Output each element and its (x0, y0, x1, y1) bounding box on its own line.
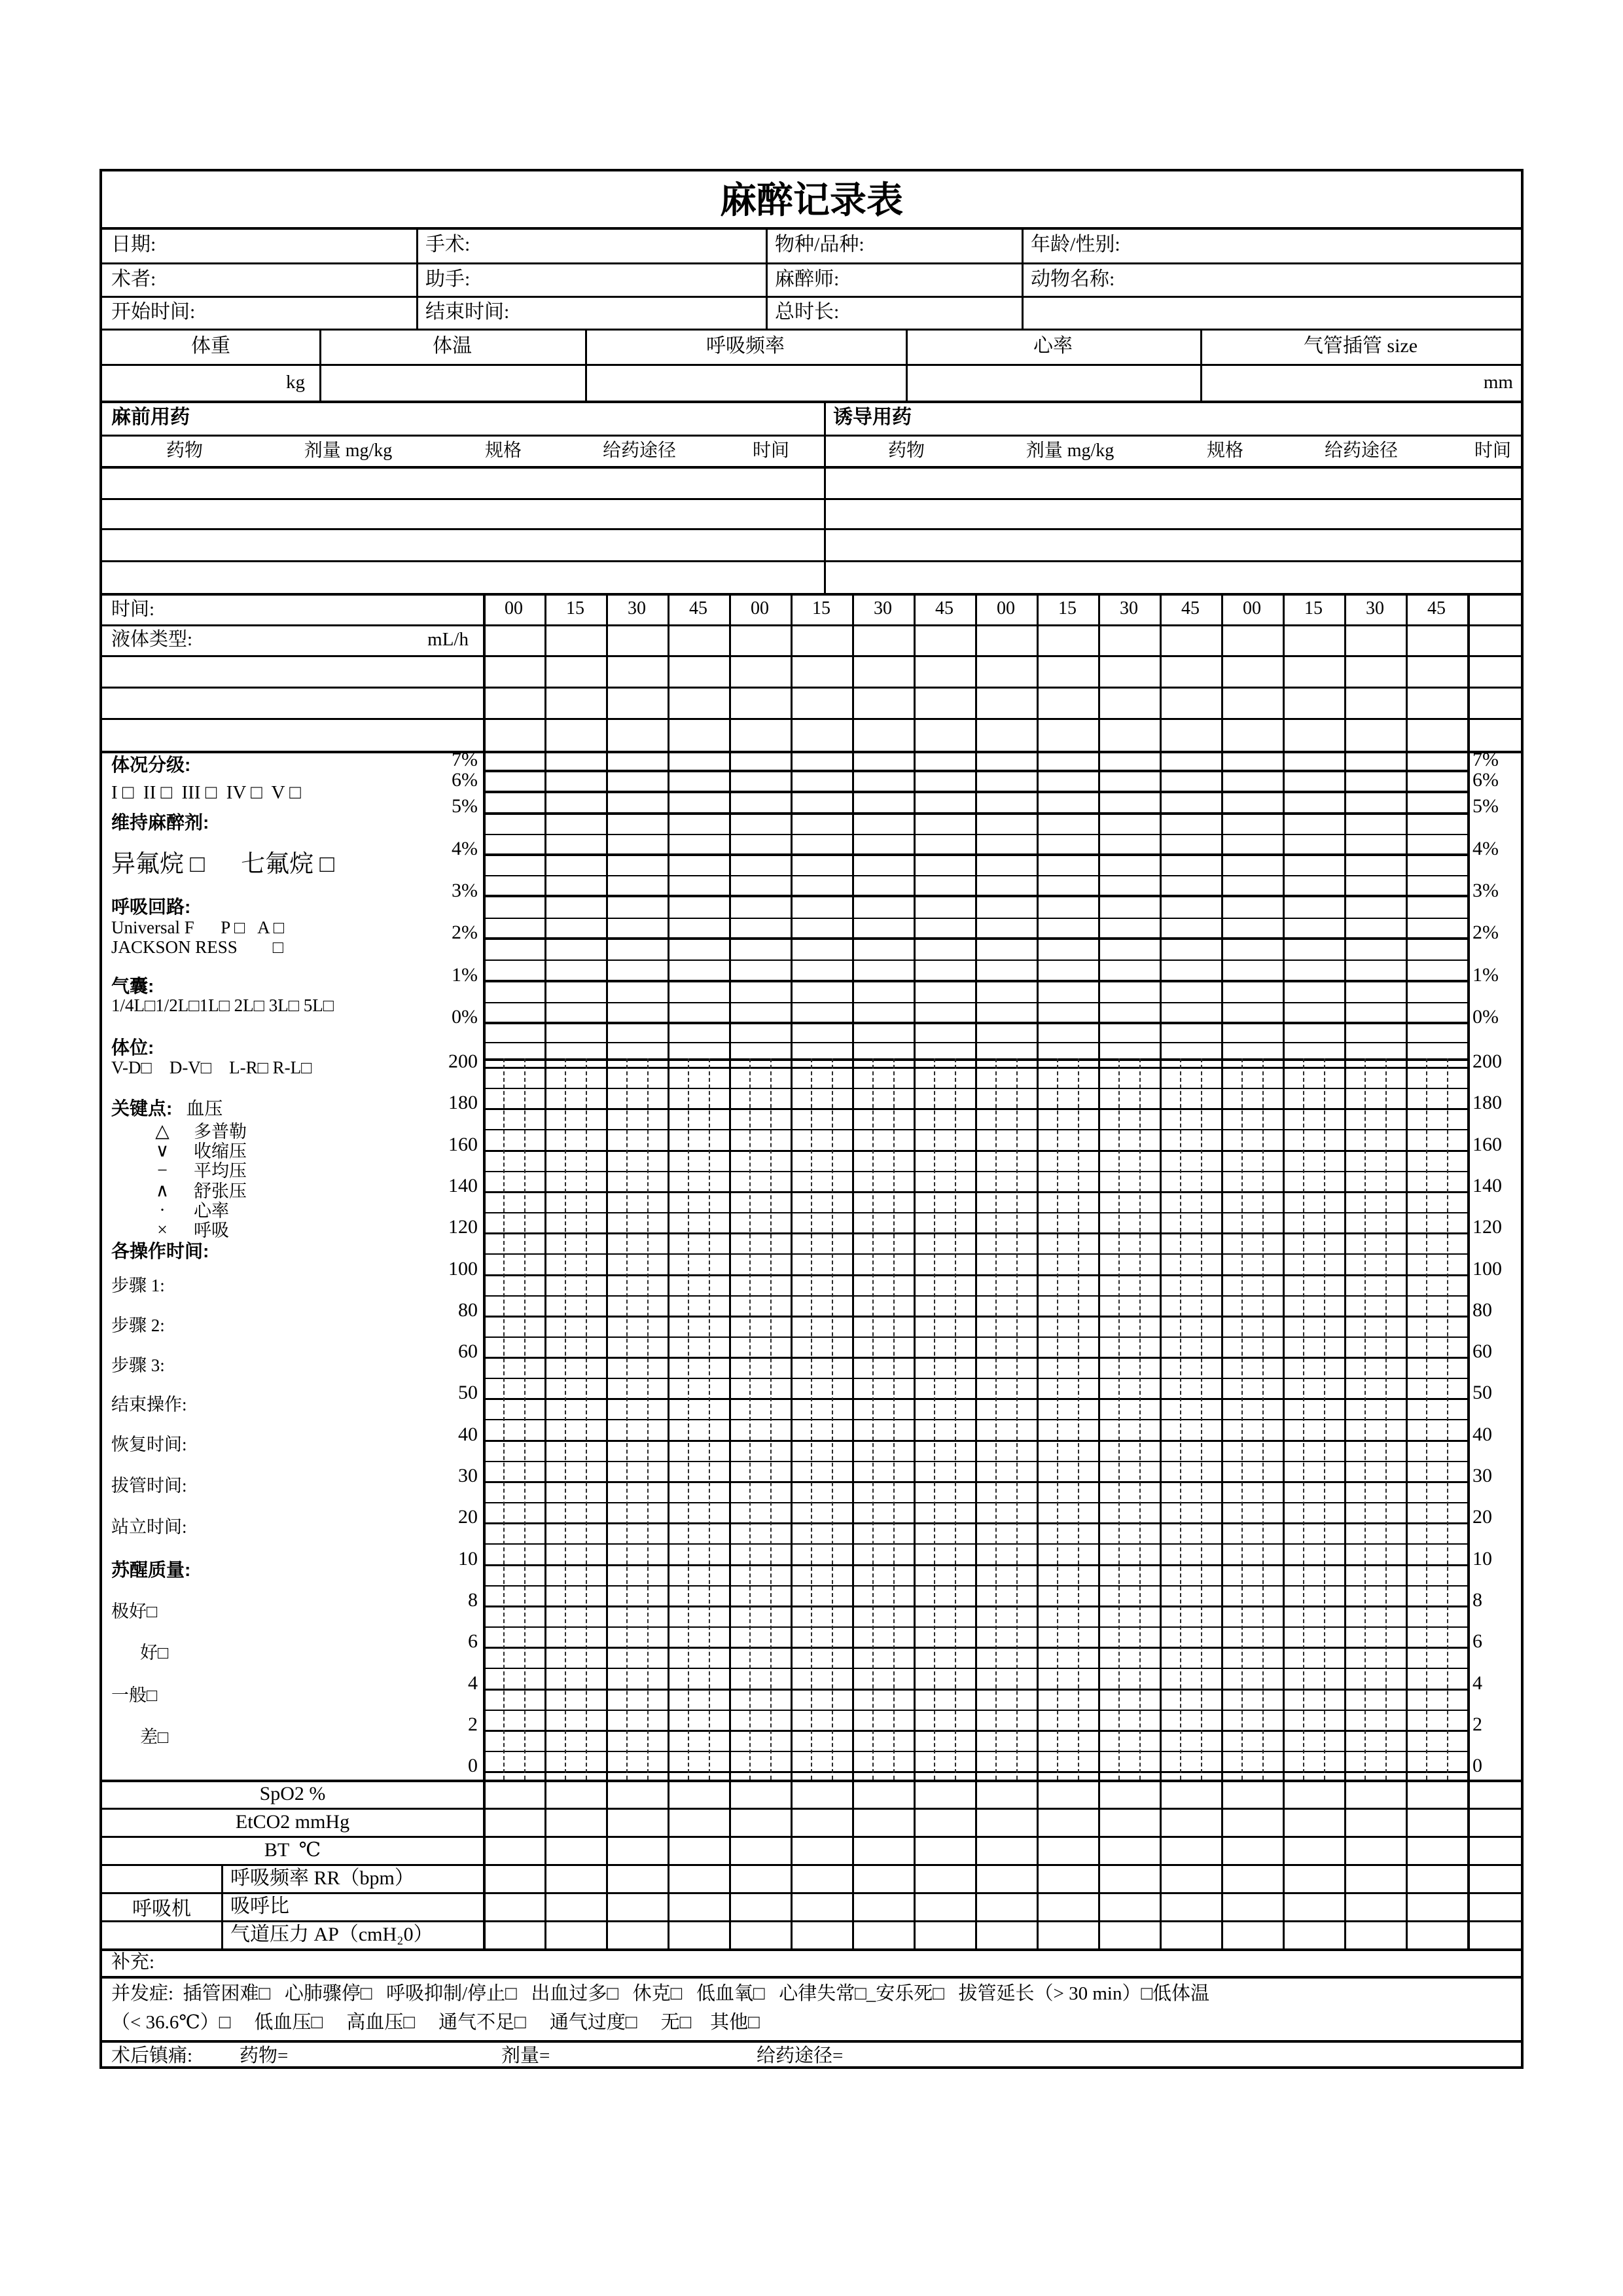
grid-vline-dashed (1118, 1058, 1120, 1780)
scale-percent-left: 6% (452, 769, 478, 791)
grid-vline-dashed (1385, 1058, 1387, 1780)
scale-percent-left: 7% (452, 749, 478, 770)
sidebar-item-6: JACKSON RESS □ (111, 937, 284, 957)
label-time-axis: 时间: (111, 599, 155, 620)
analgesia-dose: 剂量= (501, 2045, 550, 2066)
grid-vline-dashed (1364, 1058, 1366, 1780)
sidebar-item-21: 步骤 3: (111, 1355, 165, 1375)
time-tick-cell: 15 (1304, 598, 1323, 619)
grid-vline (1467, 593, 1470, 1948)
scale-vitals-left: 4 (468, 1672, 478, 1694)
col-et-tube: 气管插管 size (1303, 335, 1418, 357)
scale-vitals-left: 80 (458, 1299, 478, 1321)
grid-vline-dashed (1057, 1058, 1058, 1780)
grid-vline-dashed (565, 1058, 566, 1780)
cell-vline (824, 401, 826, 593)
scale-percent-right: 7% (1472, 749, 1499, 770)
grid-vline (1221, 593, 1223, 1948)
scale-vitals-left: 180 (448, 1092, 478, 1113)
scale-vitals-left: 120 (448, 1216, 478, 1238)
scale-percent-left: 5% (452, 795, 478, 817)
scale-vitals-right: 200 (1472, 1050, 1502, 1072)
label-date: 日期: (111, 234, 156, 255)
sidebar-item-8: 1/4L□1/2L□1L□ 2L□ 3L□ 5L□ (111, 996, 334, 1015)
sidebar-item-23: 恢复时间: (111, 1435, 187, 1454)
grid-vline (544, 593, 546, 1948)
scale-percent-left: 4% (452, 838, 478, 859)
grid-hline (102, 1808, 1521, 1810)
scale-vitals-right: 2 (1472, 1713, 1482, 1735)
grid-vline-dashed (1016, 1058, 1018, 1780)
label-fluid-type: 液体类型: (111, 629, 193, 650)
grid-vline (483, 593, 486, 1948)
grid-vline-dashed (1201, 1058, 1202, 1780)
scale-percent-right: 6% (1472, 769, 1499, 791)
grid-vline-dashed (770, 1058, 772, 1780)
scale-vitals-right: 50 (1472, 1382, 1492, 1403)
scale-vitals-right: 180 (1472, 1092, 1502, 1113)
grid-vline-dashed (524, 1058, 526, 1780)
grid-hline (102, 2040, 1521, 2043)
grid-vline-dashed (503, 1058, 505, 1780)
label-surgery: 手术: (425, 234, 471, 255)
grid-vline (1160, 593, 1162, 1948)
row-label-vent-ap: 气道压力 AP（cmH₂0） (230, 1924, 433, 1945)
sidebar-item-keypoints: 关键点: 血压 (111, 1098, 223, 1119)
grid-vline-dashed (832, 1058, 833, 1780)
scale-percent-right: 0% (1472, 1006, 1499, 1028)
scale-percent-left: 3% (452, 880, 478, 901)
label-postop-analgesia: 术后镇痛: (111, 2045, 193, 2066)
cell-vline (221, 1864, 223, 1948)
legend-text-13: 收缩压 (194, 1141, 247, 1161)
time-tick-cell: 30 (1366, 598, 1384, 619)
grid-hline (102, 624, 1521, 626)
scale-vitals-left: 30 (458, 1465, 478, 1486)
grid-vline-dashed (934, 1058, 935, 1780)
grid-vline-dashed (1139, 1058, 1141, 1780)
scale-vitals-right: 20 (1472, 1506, 1492, 1528)
grid-vline (1344, 593, 1346, 1948)
scale-vitals-left: 100 (448, 1258, 478, 1280)
grid-vline (729, 593, 731, 1948)
time-tick-cell: 15 (566, 598, 584, 619)
legend-symbol-17: × (157, 1220, 168, 1240)
grid-vline (1098, 593, 1100, 1948)
label-surgeon: 术者: (111, 268, 156, 290)
induction-col-header: 剂量 mg/kg (1026, 440, 1115, 461)
grid-vline-dashed (1303, 1058, 1304, 1780)
grid-hline (102, 401, 1521, 403)
scale-vitals-right: 60 (1472, 1340, 1492, 1362)
scale-vitals-right: 10 (1472, 1548, 1492, 1570)
sidebar-item-4: 呼吸回路: (111, 897, 191, 917)
grid-vline-dashed (811, 1058, 812, 1780)
grid-hline (102, 751, 1521, 753)
grid-vline (852, 593, 854, 1948)
time-tick-cell: 15 (812, 598, 830, 619)
induction-col-header: 时间 (1474, 440, 1511, 461)
scale-percent-left: 1% (452, 964, 478, 986)
section-induction: 诱导用药 (833, 406, 912, 428)
grid-hline (102, 1780, 1521, 1782)
grid-vline-dashed (1324, 1058, 1325, 1780)
grid-vline-dashed (995, 1058, 997, 1780)
label-end-time: 结束时间: (425, 301, 510, 323)
time-tick-cell: 15 (1058, 598, 1077, 619)
sidebar-item-2: 维持麻醉剂: (111, 812, 209, 833)
sidebar-item-29: 一般□ (111, 1685, 158, 1705)
legend-text-14: 平均压 (194, 1161, 247, 1181)
grid-vline-dashed (647, 1058, 649, 1780)
scale-vitals-right: 40 (1472, 1424, 1492, 1445)
induction-col-header: 给药途径 (1324, 440, 1398, 461)
grid-hline (102, 1948, 1521, 1951)
scale-vitals-right: 160 (1472, 1134, 1502, 1155)
unit-mm: mm (1483, 372, 1513, 393)
time-tick-cell: 45 (689, 598, 707, 619)
grid-vline (914, 593, 916, 1948)
grid-hline (102, 364, 1521, 366)
sidebar-item-22: 结束操作: (111, 1395, 187, 1414)
grid-vline-dashed (749, 1058, 751, 1780)
scale-vitals-right: 6 (1472, 1630, 1482, 1652)
legend-symbol-12: △ (155, 1121, 169, 1141)
scale-percent-left: 0% (452, 1006, 478, 1028)
col-temp: 体温 (433, 335, 472, 357)
row-label-vent-ie: 吸呼比 (230, 1895, 289, 1917)
grid-hline (102, 528, 1521, 530)
row-label-ventilator: 呼吸机 (132, 1897, 191, 1920)
cell-vline (1022, 227, 1024, 329)
legend-symbol-13: ∨ (155, 1141, 169, 1161)
grid-hline (102, 466, 1521, 469)
label-species: 物种/品种: (775, 234, 865, 255)
grid-vline-dashed (1180, 1058, 1181, 1780)
complications-line2: （< 36.6℃）□ 低血压□ 高血压□ 通气不足□ 通气过度□ 无□ 其他□ (111, 2012, 760, 2033)
complications-line1: 并发症: 插管困难□ 心肺骤停□ 呼吸抑制/停止□ 出血过多□ 休克□ 低血氧□ 心律失常□_安乐死□ 拔管延长（> 30 min）□低体温 (111, 1983, 1209, 2004)
scale-percent-right: 4% (1472, 838, 1499, 859)
analgesia-route: 给药途径= (757, 2045, 844, 2066)
analgesia-drug: 药物= (240, 2045, 289, 2066)
label-animal-name: 动物名称: (1031, 268, 1115, 290)
scale-vitals-right: 140 (1472, 1175, 1502, 1196)
scale-vitals-right: 8 (1472, 1589, 1482, 1611)
grid-hline (102, 498, 1521, 500)
col-weight: 体重 (191, 335, 230, 357)
grid-hline (102, 687, 1521, 689)
grid-hline (102, 329, 1521, 331)
cell-vline (1200, 329, 1202, 401)
scale-vitals-left: 140 (448, 1175, 478, 1196)
grid-vline-dashed (1262, 1058, 1264, 1780)
grid-vline-dashed (1241, 1058, 1243, 1780)
time-tick-cell: 45 (1427, 598, 1446, 619)
grid-hline (102, 227, 1521, 230)
col-resp-rate: 呼吸频率 (706, 335, 785, 357)
scale-vitals-left: 8 (468, 1589, 478, 1611)
legend-symbol-15: ∧ (155, 1181, 169, 1201)
induction-col-header: 药物 (887, 440, 925, 461)
row-label-etco2: EtCO2 mmHg (235, 1811, 350, 1833)
grid-vline-dashed (688, 1058, 689, 1780)
scale-vitals-left: 200 (448, 1050, 478, 1072)
section-premed: 麻前用药 (111, 406, 190, 428)
cell-vline (319, 329, 321, 401)
premed-col-header: 药物 (166, 440, 203, 461)
sidebar-item-9: 体位: (111, 1037, 154, 1058)
sidebar-item-0: 体况分级: (111, 755, 191, 775)
grid-hline (102, 655, 1521, 657)
label-duration: 总时长: (775, 301, 840, 323)
time-tick-cell: 30 (1120, 598, 1138, 619)
premed-col-header: 给药途径 (602, 440, 676, 461)
time-tick-cell: 00 (1243, 598, 1261, 619)
sidebar-item-18: 各操作时间: (111, 1241, 209, 1261)
grid-hline (102, 1836, 1521, 1838)
scale-percent-right: 5% (1472, 795, 1499, 817)
grid-vline-dashed (586, 1058, 587, 1780)
scale-vitals-left: 50 (458, 1382, 478, 1403)
scale-vitals-left: 6 (468, 1630, 478, 1652)
premed-col-header: 剂量 mg/kg (304, 440, 393, 461)
grid-hline (102, 718, 1521, 720)
scale-percent-right: 3% (1472, 880, 1499, 901)
unit-kg: kg (286, 372, 305, 393)
cell-vline (906, 329, 908, 401)
scale-percent-left: 2% (452, 922, 478, 943)
grid-hline (102, 1864, 1521, 1866)
time-tick-cell: 00 (997, 598, 1015, 619)
cell-vline (416, 227, 418, 329)
legend-symbol-14: − (157, 1160, 168, 1181)
grid-vline-dashed (1078, 1058, 1079, 1780)
scale-percent-right: 1% (1472, 964, 1499, 986)
scale-vitals-left: 10 (458, 1548, 478, 1570)
label-fluid-unit: mL/h (427, 629, 469, 650)
premed-col-header: 时间 (752, 440, 789, 461)
sidebar-item-1: I □ II □ III □ IV □ V □ (111, 782, 301, 803)
grid-vline (1283, 593, 1285, 1948)
grid-hline (102, 1976, 1521, 1979)
label-assistant: 助手: (425, 268, 471, 290)
scale-vitals-right: 30 (1472, 1465, 1492, 1486)
col-heart-rate: 心率 (1033, 335, 1073, 357)
grid-hline (102, 1920, 1521, 1922)
scale-vitals-right: 120 (1472, 1216, 1502, 1238)
row-label-vent-rr: 呼吸频率 RR（bpm） (230, 1867, 414, 1889)
grid-hline (102, 560, 1521, 562)
grid-hline (102, 296, 1521, 298)
label-supplement: 补充: (111, 1952, 155, 1973)
grid-vline-dashed (1447, 1058, 1448, 1780)
grid-vline-dashed (872, 1058, 874, 1780)
scale-vitals-right: 0 (1472, 1755, 1482, 1776)
label-anesthetist: 麻醉师: (775, 268, 840, 290)
grid-vline-dashed (1426, 1058, 1427, 1780)
sidebar-item-19: 步骤 1: (111, 1276, 165, 1295)
premed-col-header: 规格 (484, 440, 522, 461)
grid-vline-dashed (626, 1058, 628, 1780)
time-tick-cell: 45 (935, 598, 954, 619)
scale-vitals-left: 2 (468, 1713, 478, 1735)
grid-vline (975, 593, 977, 1948)
scale-vitals-left: 0 (468, 1755, 478, 1776)
row-label-spo2: SpO2 % (259, 1783, 326, 1804)
scale-vitals-left: 160 (448, 1134, 478, 1155)
label-age-sex: 年龄/性别: (1031, 234, 1120, 255)
sidebar-item-20: 步骤 2: (111, 1316, 165, 1335)
time-tick-cell: 30 (874, 598, 892, 619)
sidebar-item-7: 气囊: (111, 976, 154, 996)
time-tick-cell: 00 (751, 598, 769, 619)
sidebar-item-30: 差□ (140, 1727, 169, 1747)
grid-vline-dashed (893, 1058, 895, 1780)
sidebar-item-26: 苏醒质量: (111, 1560, 191, 1580)
scale-vitals-left: 60 (458, 1340, 478, 1362)
sidebar-item-27: 极好□ (111, 1602, 158, 1621)
sidebar-item-24: 拔管时间: (111, 1476, 187, 1496)
grid-vline (606, 593, 608, 1948)
induction-col-header: 规格 (1206, 440, 1243, 461)
sidebar-item-25: 站立时间: (111, 1517, 187, 1537)
sidebar-item-5: Universal F P □ A □ (111, 918, 285, 937)
anesthesia-record-form (99, 169, 1524, 2069)
scale-vitals-right: 100 (1472, 1258, 1502, 1280)
grid-vline (668, 593, 669, 1948)
sidebar-item-28: 好□ (140, 1643, 169, 1662)
cell-vline (585, 329, 587, 401)
legend-text-12: 多普勒 (194, 1122, 247, 1141)
label-start-time: 开始时间: (111, 301, 196, 323)
legend-symbol-16: · (159, 1200, 166, 1221)
grid-vline-dashed (709, 1058, 710, 1780)
legend-text-16: 心率 (194, 1201, 229, 1221)
grid-vline (1406, 593, 1408, 1948)
scale-vitals-right: 4 (1472, 1672, 1482, 1694)
grid-hline (102, 262, 1521, 264)
time-tick-cell: 45 (1181, 598, 1200, 619)
cell-vline (766, 227, 768, 329)
sidebar-item-10: V-D□ D-V□ L-R□ R-L□ (111, 1058, 312, 1077)
scale-vitals-left: 20 (458, 1506, 478, 1528)
scale-percent-right: 2% (1472, 922, 1499, 943)
sidebar-item-3: 异氟烷 □ 七氟烷 □ (111, 851, 334, 878)
grid-vline (1037, 593, 1039, 1948)
scale-vitals-left: 40 (458, 1424, 478, 1445)
row-label-bt: BT ℃ (264, 1839, 321, 1861)
grid-hline (102, 1892, 1521, 1894)
time-tick-cell: 30 (628, 598, 646, 619)
grid-vline (791, 593, 793, 1948)
time-tick-cell: 00 (505, 598, 523, 619)
legend-text-17: 呼吸 (194, 1221, 229, 1240)
legend-text-15: 舒张压 (194, 1181, 247, 1201)
form-title: 麻醉记录表 (720, 179, 903, 221)
grid-vline-dashed (955, 1058, 956, 1780)
scale-vitals-right: 80 (1472, 1299, 1492, 1321)
